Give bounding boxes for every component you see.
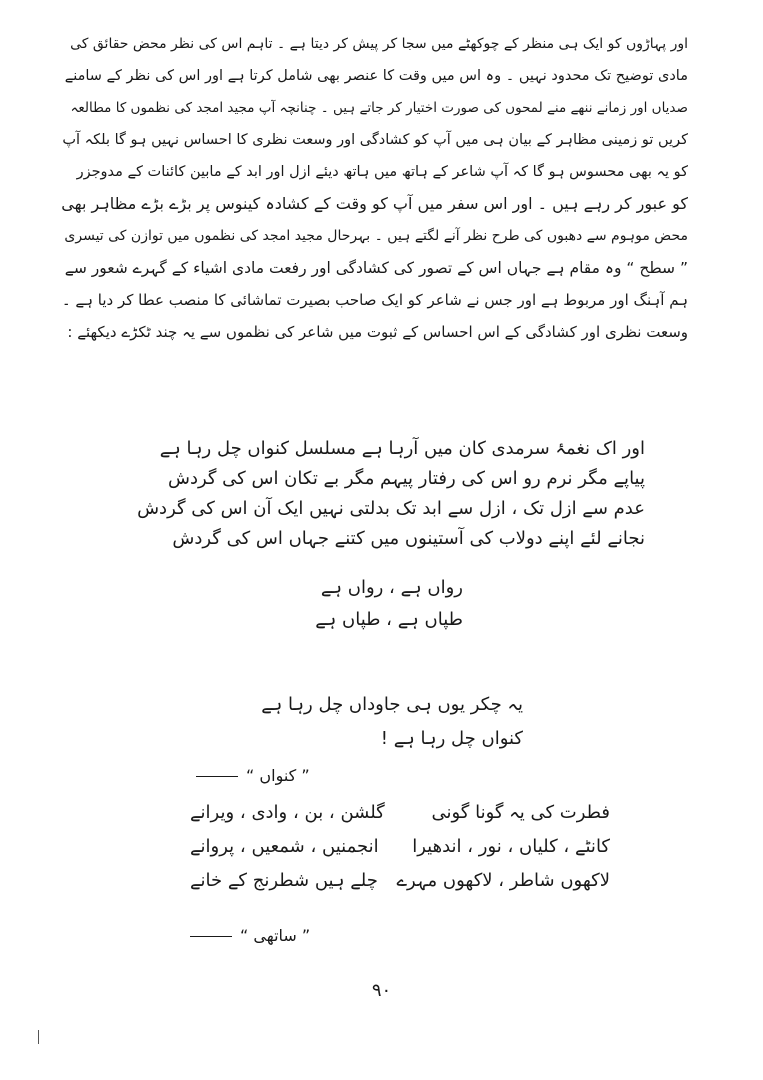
margin-mark <box>38 1030 39 1044</box>
couplet-left: گلشن ، بن ، وادی ، ویرانے <box>190 802 385 823</box>
attribution-dash <box>190 936 232 937</box>
attribution-kunwan <box>196 764 310 788</box>
couplet-left: چلے ہیں شطرنج کے خانے <box>190 870 378 891</box>
refrain-line: رواں ہے ، رواں ہے <box>320 577 463 598</box>
verse-line: یہ چکر یوں ہی جاوداں چل رہا ہے <box>261 694 523 715</box>
attribution-label: ” ساتھی “ <box>240 926 311 945</box>
couplet-right: لاکھوں شاطر ، لاکھوں مہرے <box>396 870 610 891</box>
body-paragraph <box>58 28 688 348</box>
verse-quote-2 <box>203 688 523 756</box>
paragraph-line: وسعت نظری اور کشادگی کے اس احساس کے ثبوت میں شاعر کی نظموں سے یہ چند ٹکڑے دیکھئے : <box>67 323 688 341</box>
couplet-row <box>190 796 610 830</box>
attribution-label: ” کنواں “ <box>246 766 310 785</box>
couplet-right: کانٹے ، کلیاں ، نور ، اندھیرا <box>412 836 610 857</box>
attribution-dash <box>196 776 238 777</box>
couplet-row <box>190 830 610 864</box>
paragraph-line: کریں تو زمینی مظاہر کے بیان ہی میں آپ کو کشادگی اور وسعت نظری کا احساس نہیں ہو گا بلکہ آپ <box>62 132 688 148</box>
refrain-line: طپاں ہے ، طپاں ہے <box>315 609 463 630</box>
verse-line: عدم سے ازل تک ، ازل سے ابد تک بدلتی نہیں ایک آن اس کی گردش <box>137 498 645 519</box>
couplet-left: انجمنیں ، شمعیں ، پروانے <box>190 836 379 857</box>
paragraph-line: صدیاں اور زمانے ننھے منے لمحوں کی صورت اختیار کر جاتے ہیں ۔ چنانچہ آپ مجید امجد کی نظموں کا مطالعہ <box>70 100 688 116</box>
attribution-saathi <box>190 924 310 948</box>
couplets-block <box>190 796 610 898</box>
verse-quote-1 <box>125 434 645 554</box>
paragraph-line: کو عبور کر رہے ہیں ۔ اور اس سفر میں آپ کو وقت کے کشادہ کینوس پر بڑے بڑے مظاہر بھی <box>61 194 688 213</box>
couplet-right: فطرت کی یہ گونا گونی <box>431 802 610 823</box>
verse-refrain <box>263 572 463 636</box>
paragraph-line: اور پہاڑوں کو ایک ہی منظر کے چوکھٹے میں سجا کر پیش کر دیتا ہے ۔ تاہم اس کی نظر محض حقائق کی <box>70 36 688 52</box>
verse-line: نجانے لئے اپنے دولاب کی آستینوں میں کتنے جہاں اس کی گردش <box>172 528 645 549</box>
paragraph-line: مادی توضیح تک محدود نہیں ۔ وہ اس میں وقت کا عنصر بھی شامل کرتا ہے اور اس کی نظر کے سامنے <box>64 68 688 84</box>
verse-line: کنواں چل رہا ہے ! <box>380 728 523 749</box>
verse-line: پیاپے مگر نرم رو اس کی رفتار پیہم مگر بے تکان اس کی گردش <box>167 468 645 489</box>
paragraph-line: کو یہ بھی محسوس ہو گا کہ آپ شاعر کے ہاتھ میں ہاتھ دیئے ازل اور ابد کے مابین کائنات کے مدوجزر <box>76 164 688 180</box>
paragraph-line: ” سطح “ وہ مقام ہے جہاں اس کے تصور کی کشادگی اور رفعت مادی اشیاء کے گہرے شعور سے <box>64 259 688 277</box>
couplet-row <box>190 864 610 898</box>
page-number: ۹۰ <box>371 980 392 1001</box>
paragraph-line: ہم آہنگ اور مربوط ہے اور جس نے شاعر کو ایک صاحب بصیرت تماشائی کا منصب عطا کر دیا ہے ۔ <box>61 291 688 309</box>
verse-line: اور اک نغمۂ سرمدی کان میں آرہا ہے مسلسل کنواں چل رہا ہے <box>159 438 645 459</box>
paragraph-line: محض موہوم سے دھبوں کی طرح نظر آنے لگتے ہیں ۔ بہرحال مجید امجد کی نظموں میں توازن کی تیسری <box>64 228 688 244</box>
